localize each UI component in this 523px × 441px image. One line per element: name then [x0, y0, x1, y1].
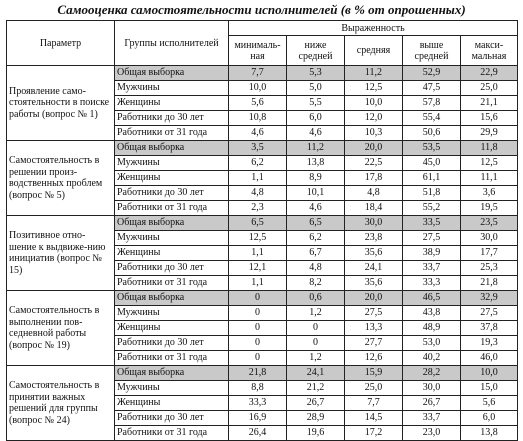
- value-cell: 48,9: [403, 321, 461, 336]
- table-row: [7, 291, 518, 306]
- header-level-above: выше средней: [403, 36, 461, 66]
- value-cell: 40,2: [403, 351, 461, 366]
- value-cell: 5,5: [287, 96, 345, 111]
- value-cell: 35,6: [345, 246, 403, 261]
- value-cell: 3,6: [461, 186, 518, 201]
- value-cell: 33,7: [403, 411, 461, 426]
- value-cell: 50,6: [403, 126, 461, 141]
- value-cell: 5,6: [461, 396, 518, 411]
- value-cell: 6,2: [229, 156, 287, 171]
- group-cell: Женщины: [115, 96, 229, 111]
- value-cell: 10,0: [461, 366, 518, 381]
- header-level-max: макси-мальная: [461, 36, 518, 66]
- header-param: Параметр: [7, 21, 115, 66]
- group-cell: Женщины: [115, 171, 229, 186]
- value-cell: 27,5: [403, 231, 461, 246]
- value-cell: 55,2: [403, 201, 461, 216]
- value-cell: 23,0: [403, 426, 461, 441]
- value-cell: 0: [229, 321, 287, 336]
- value-cell: 0: [229, 291, 287, 306]
- parameter-cell: Самостоятельность в принятии важных решений для группы (вопрос № 24): [7, 366, 115, 441]
- value-cell: 25,3: [461, 261, 518, 276]
- table-row: [7, 216, 518, 231]
- value-cell: 15,0: [461, 381, 518, 396]
- group-cell: Работники от 31 года: [115, 276, 229, 291]
- value-cell: 0: [229, 336, 287, 351]
- value-cell: 12,5: [461, 156, 518, 171]
- value-cell: 20,0: [345, 141, 403, 156]
- value-cell: 11,2: [345, 66, 403, 81]
- group-cell: Общая выборка: [115, 216, 229, 231]
- group-cell: Женщины: [115, 321, 229, 336]
- value-cell: 6,5: [287, 216, 345, 231]
- value-cell: 7,7: [229, 66, 287, 81]
- value-cell: 27,5: [461, 306, 518, 321]
- value-cell: 0,6: [287, 291, 345, 306]
- parameter-cell: Проявление само-стоятельности в поиске работы (вопрос № 1): [7, 66, 115, 141]
- value-cell: 57,8: [403, 96, 461, 111]
- value-cell: 33,3: [229, 396, 287, 411]
- value-cell: 30,0: [461, 231, 518, 246]
- group-cell: Работники до 30 лет: [115, 336, 229, 351]
- table-row: [7, 141, 518, 156]
- value-cell: 4,6: [229, 126, 287, 141]
- group-cell: Работники до 30 лет: [115, 411, 229, 426]
- group-cell: Работники до 30 лет: [115, 261, 229, 276]
- value-cell: 17,8: [345, 171, 403, 186]
- value-cell: 29,9: [461, 126, 518, 141]
- table-title: Самооценка самостоятельности исполнителей (в % от опрошенных): [57, 2, 466, 17]
- value-cell: 12,5: [345, 81, 403, 96]
- value-cell: 45,0: [403, 156, 461, 171]
- value-cell: 27,7: [345, 336, 403, 351]
- value-cell: 32,9: [461, 291, 518, 306]
- value-cell: 16,9: [229, 411, 287, 426]
- group-cell: Женщины: [115, 246, 229, 261]
- value-cell: 15,6: [461, 111, 518, 126]
- value-cell: 23,8: [345, 231, 403, 246]
- table-row: [7, 366, 518, 381]
- value-cell: 52,9: [403, 66, 461, 81]
- value-cell: 17,7: [461, 246, 518, 261]
- value-cell: 22,9: [461, 66, 518, 81]
- value-cell: 12,5: [229, 231, 287, 246]
- group-cell: Работники от 31 года: [115, 351, 229, 366]
- value-cell: 19,6: [287, 426, 345, 441]
- value-cell: 12,0: [345, 111, 403, 126]
- value-cell: 1,1: [229, 171, 287, 186]
- value-cell: 19,3: [461, 336, 518, 351]
- header-level-mid: средняя: [345, 36, 403, 66]
- header-level-min: минималь-ная: [229, 36, 287, 66]
- value-cell: 1,1: [229, 246, 287, 261]
- value-cell: 7,7: [345, 396, 403, 411]
- value-cell: 14,5: [345, 411, 403, 426]
- header-groups: Группы исполнителей: [115, 21, 229, 66]
- value-cell: 6,2: [287, 231, 345, 246]
- value-cell: 30,0: [345, 216, 403, 231]
- value-cell: 12,6: [345, 351, 403, 366]
- value-cell: 21,1: [461, 96, 518, 111]
- value-cell: 11,8: [461, 141, 518, 156]
- value-cell: 24,1: [287, 366, 345, 381]
- value-cell: 0: [287, 336, 345, 351]
- value-cell: 21,2: [287, 381, 345, 396]
- value-cell: 47,5: [403, 81, 461, 96]
- value-cell: 53,0: [403, 336, 461, 351]
- value-cell: 6,0: [461, 411, 518, 426]
- group-cell: Общая выборка: [115, 141, 229, 156]
- value-cell: 10,3: [345, 126, 403, 141]
- value-cell: 51,8: [403, 186, 461, 201]
- value-cell: 28,2: [403, 366, 461, 381]
- value-cell: 12,1: [229, 261, 287, 276]
- value-cell: 8,2: [287, 276, 345, 291]
- group-cell: Работники до 30 лет: [115, 111, 229, 126]
- parameter-cell: Самостоятельность в выполнении пов-седневной работы (вопрос № 19): [7, 291, 115, 366]
- value-cell: 26,7: [403, 396, 461, 411]
- value-cell: 4,8: [345, 186, 403, 201]
- value-cell: 23,5: [461, 216, 518, 231]
- value-cell: 1,1: [229, 276, 287, 291]
- group-cell: Мужчины: [115, 231, 229, 246]
- group-cell: Женщины: [115, 396, 229, 411]
- value-cell: 0: [287, 321, 345, 336]
- value-cell: 10,8: [229, 111, 287, 126]
- value-cell: 4,6: [287, 201, 345, 216]
- group-cell: Общая выборка: [115, 291, 229, 306]
- value-cell: 3,5: [229, 141, 287, 156]
- value-cell: 25,0: [345, 381, 403, 396]
- value-cell: 4,8: [287, 261, 345, 276]
- value-cell: 11,1: [461, 171, 518, 186]
- value-cell: 27,5: [345, 306, 403, 321]
- value-cell: 1,2: [287, 306, 345, 321]
- value-cell: 37,8: [461, 321, 518, 336]
- value-cell: 18,4: [345, 201, 403, 216]
- group-cell: Работники от 31 года: [115, 426, 229, 441]
- group-cell: Мужчины: [115, 306, 229, 321]
- value-cell: 53,5: [403, 141, 461, 156]
- parameter-cell: Позитивное отно-шение к выдвиже-нию инициатив (вопрос № 15): [7, 216, 115, 291]
- group-cell: Мужчины: [115, 81, 229, 96]
- value-cell: 8,9: [287, 171, 345, 186]
- group-cell: Работники от 31 года: [115, 126, 229, 141]
- value-cell: 26,4: [229, 426, 287, 441]
- self-assessment-table: [6, 20, 518, 441]
- value-cell: 28,9: [287, 411, 345, 426]
- value-cell: 35,6: [345, 276, 403, 291]
- value-cell: 10,1: [287, 186, 345, 201]
- value-cell: 38,9: [403, 246, 461, 261]
- table-row: [7, 66, 518, 81]
- value-cell: 6,7: [287, 246, 345, 261]
- value-cell: 33,7: [403, 261, 461, 276]
- value-cell: 2,3: [229, 201, 287, 216]
- value-cell: 25,0: [461, 81, 518, 96]
- value-cell: 61,1: [403, 171, 461, 186]
- value-cell: 17,2: [345, 426, 403, 441]
- value-cell: 0: [229, 306, 287, 321]
- value-cell: 5,6: [229, 96, 287, 111]
- value-cell: 6,0: [287, 111, 345, 126]
- value-cell: 8,8: [229, 381, 287, 396]
- group-cell: Общая выборка: [115, 366, 229, 381]
- value-cell: 4,8: [229, 186, 287, 201]
- value-cell: 10,0: [345, 96, 403, 111]
- value-cell: 5,0: [287, 81, 345, 96]
- value-cell: 55,4: [403, 111, 461, 126]
- value-cell: 46,0: [461, 351, 518, 366]
- header-expression: Выраженность: [229, 21, 518, 36]
- value-cell: 30,0: [403, 381, 461, 396]
- value-cell: 4,6: [287, 126, 345, 141]
- value-cell: 1,2: [287, 351, 345, 366]
- value-cell: 0: [229, 351, 287, 366]
- value-cell: 20,0: [345, 291, 403, 306]
- value-cell: 11,2: [287, 141, 345, 156]
- value-cell: 21,8: [229, 366, 287, 381]
- group-cell: Мужчины: [115, 156, 229, 171]
- value-cell: 33,5: [403, 216, 461, 231]
- value-cell: 24,1: [345, 261, 403, 276]
- value-cell: 19,5: [461, 201, 518, 216]
- group-cell: Мужчины: [115, 381, 229, 396]
- value-cell: 22,5: [345, 156, 403, 171]
- value-cell: 10,0: [229, 81, 287, 96]
- value-cell: 33,3: [403, 276, 461, 291]
- value-cell: 46,5: [403, 291, 461, 306]
- value-cell: 43,8: [403, 306, 461, 321]
- value-cell: 13,3: [345, 321, 403, 336]
- group-cell: Общая выборка: [115, 66, 229, 81]
- header-level-below: ниже средней: [287, 36, 345, 66]
- value-cell: 6,5: [229, 216, 287, 231]
- value-cell: 13,8: [287, 156, 345, 171]
- value-cell: 5,3: [287, 66, 345, 81]
- value-cell: 13,8: [461, 426, 518, 441]
- value-cell: 26,7: [287, 396, 345, 411]
- value-cell: 15,9: [345, 366, 403, 381]
- group-cell: Работники до 30 лет: [115, 186, 229, 201]
- table-body: [7, 66, 518, 441]
- group-cell: Работники от 31 года: [115, 201, 229, 216]
- parameter-cell: Самостоятельность в решении произ-водственных проблем (вопрос № 5): [7, 141, 115, 216]
- value-cell: 21,8: [461, 276, 518, 291]
